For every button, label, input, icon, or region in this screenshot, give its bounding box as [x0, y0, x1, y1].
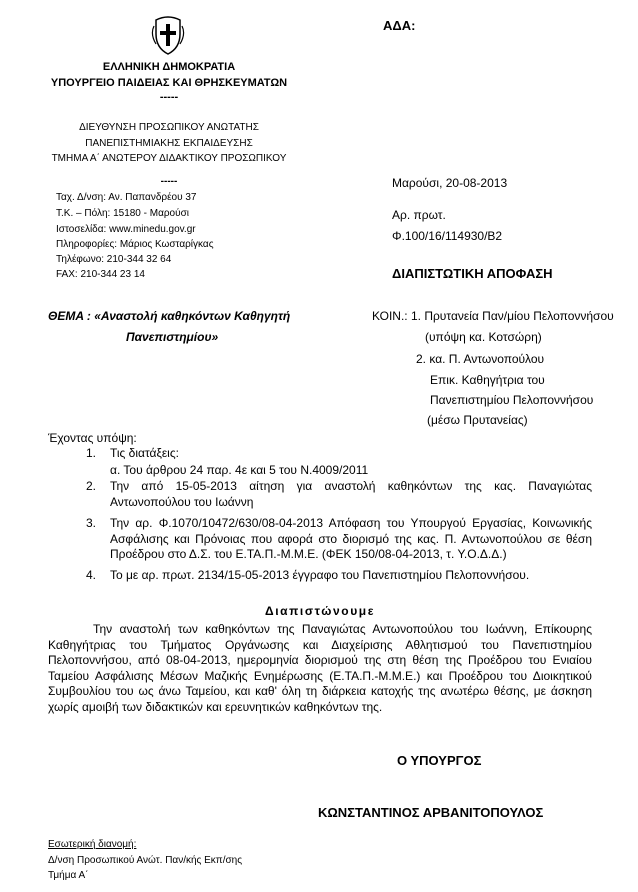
- item-sub: α. Του άρθρου 24 παρ. 4ε και 5 του Ν.4009/2011: [110, 462, 369, 477]
- internal-distribution-line-1: Δ/νση Προσωπικού Ανώτ. Παν/κής Εκπ/σης: [48, 855, 243, 866]
- recipient-1: ΚΟΙΝ.: 1. Πρυτανεία Παν/μίου Πελοποννήσου: [372, 309, 614, 323]
- contact-phone: Τηλέφωνο: 210-344 32 64: [56, 254, 172, 265]
- contact-info: Πληροφορίες: Μάριος Κωσταρίγκας: [56, 239, 214, 250]
- department-line-2: ΠΑΝΕΠΙΣΤΗΜΙΑΚΗΣ ΕΚΠΑΙΔΕΥΣΗΣ: [85, 138, 253, 149]
- item-text: Τις διατάξεις:: [110, 446, 179, 460]
- item-number: 4.: [86, 567, 97, 582]
- subject-line-2: Πανεπιστημίου»: [126, 330, 219, 344]
- item-number: 3.: [86, 516, 97, 530]
- protocol-number: Φ.100/16/114930/Β2: [392, 229, 503, 243]
- finding-text: Την αναστολή των καθηκόντων της Παναγιώτας Αντωνοπούλου του Ιωάννη, Επίκουρης Καθηγήτριας του Τμήματος Οργάνωσης και Διαχείρισης Αθλητισμού του Πανεπιστημίου Πελοποννήσου, από 08-04-2013, ημερομηνία διορισμού της στη θέση της Προέδρου του Ενιαίου Ταμείου Ασφάλισης Μέσων Μαζικής Ενημέρωσης (Ε.ΤΑ.Π.-Μ.Μ.Ε.) και Προέδρου του Διοικητικού Συμβουλίου του ως άνω Ταμείου, και καθ' όλη τη διάρκεια κατοχής της ανωτέρω θέσης, με άσκηση χωρίς αμοιβή των διδακτικών και ερευνητικών καθηκόντων της.: [48, 622, 592, 714]
- department-line-3: ΤΜΗΜΑ Α΄ ΑΝΩΤΕΡΟΥ ΔΙΔΑΚΤΙΚΟΥ ΠΡΟΣΩΠΙΚΟΥ: [51, 153, 287, 164]
- recipient-2-line-3: Πανεπιστημίου Πελοποννήσου: [430, 393, 594, 407]
- separator: -----: [160, 176, 178, 187]
- considering-intro: Έχοντας υπόψη:: [48, 431, 137, 445]
- coat-of-arms-icon: [150, 14, 186, 56]
- list-item: [86, 568, 592, 584]
- considering-list: [86, 446, 592, 583]
- item-text: Την αρ. Φ.1070/10472/630/08-04-2013 Απόφαση του Υπουργού Εργασίας, Κοινωνικής Ασφάλισης και Πρόνοιας που αφορά στο διορισμό της κας. Π. Αντωνοπούλου σε θέση Προέδρου στο Δ.Σ. του Ε.ΤΑ.Π.-Μ.Μ.Ε. (ΦΕΚ 150/08-04-2013, τ. Υ.Ο.Δ.Δ.): [110, 516, 592, 561]
- list-item: [86, 446, 592, 478]
- item-number: 1.: [86, 446, 97, 460]
- protocol-label: Αρ. πρωτ.: [392, 208, 446, 222]
- contact-address: Ταχ. Δ/νση: Αν. Παπανδρέου 37: [56, 192, 197, 203]
- country-name: ΕΛΛΗΝΙΚΗ ΔΗΜΟΚΡΑΤΙΑ: [102, 61, 236, 73]
- list-item: [86, 479, 592, 510]
- item-number: 2.: [86, 479, 97, 493]
- signatory-title: Ο ΥΠΟΥΡΓΟΣ: [397, 753, 482, 768]
- ada-label: ΑΔΑ:: [383, 18, 416, 33]
- internal-distribution-line-2: Τμήμα Α΄: [48, 870, 89, 881]
- item-text: Το με αρ. πρωτ. 2134/15-05-2013 έγγραφο του Πανεπιστημίου Πελοποννήσου.: [110, 567, 530, 582]
- contact-fax: FAX: 210-344 23 14: [56, 269, 145, 280]
- contact-website: Ιστοσελίδα: www.minedu.gov.gr: [56, 224, 196, 235]
- internal-distribution-heading: Εσωτερική διανομή:: [48, 839, 137, 850]
- document-title: ΔΙΑΠΙΣΤΩΤΙΚΗ ΑΠΟΦΑΣΗ: [392, 266, 553, 281]
- subject-line-1: ΘΕΜΑ : «Αναστολή καθηκόντων Καθηγητή: [48, 309, 291, 323]
- ministry-name: ΥΠΟΥΡΓΕΙΟ ΠΑΙΔΕΙΑΣ ΚΑΙ ΘΡΗΣΚΕΥΜΑΤΩΝ: [50, 77, 288, 89]
- signatory-name: ΚΩΝΣΤΑΝΤΙΝΟΣ ΑΡΒΑΝΙΤΟΠΟΥΛΟΣ: [318, 805, 544, 820]
- recipient-1-note: (υπόψη κα. Κοτσώρη): [425, 330, 542, 344]
- recipient-2-line-4: (μέσω Πρυτανείας): [427, 413, 528, 427]
- contact-postal: Τ.Κ. – Πόλη: 15180 - Μαρούσι: [56, 208, 189, 219]
- list-item: [86, 516, 592, 563]
- separator: -----: [159, 91, 179, 103]
- place-date: Μαρούσι, 20-08-2013: [392, 176, 508, 190]
- department-line-1: ΔΙΕΥΘΥΝΣΗ ΠΡΟΣΩΠΙΚΟΥ ΑΝΩΤΑΤΗΣ: [79, 122, 259, 133]
- recipient-2: 2. κα. Π. Αντωνοπούλου: [416, 352, 545, 366]
- finding-heading: Διαπιστώνουμε: [264, 604, 376, 618]
- item-text: Την από 15-05-2013 αίτηση για αναστολή καθηκόντων της κας. Παναγιώτας Αντωνοπούλου του Ιωάννη: [110, 479, 592, 509]
- recipient-2-line-2: Επικ. Καθηγήτρια του: [430, 373, 545, 387]
